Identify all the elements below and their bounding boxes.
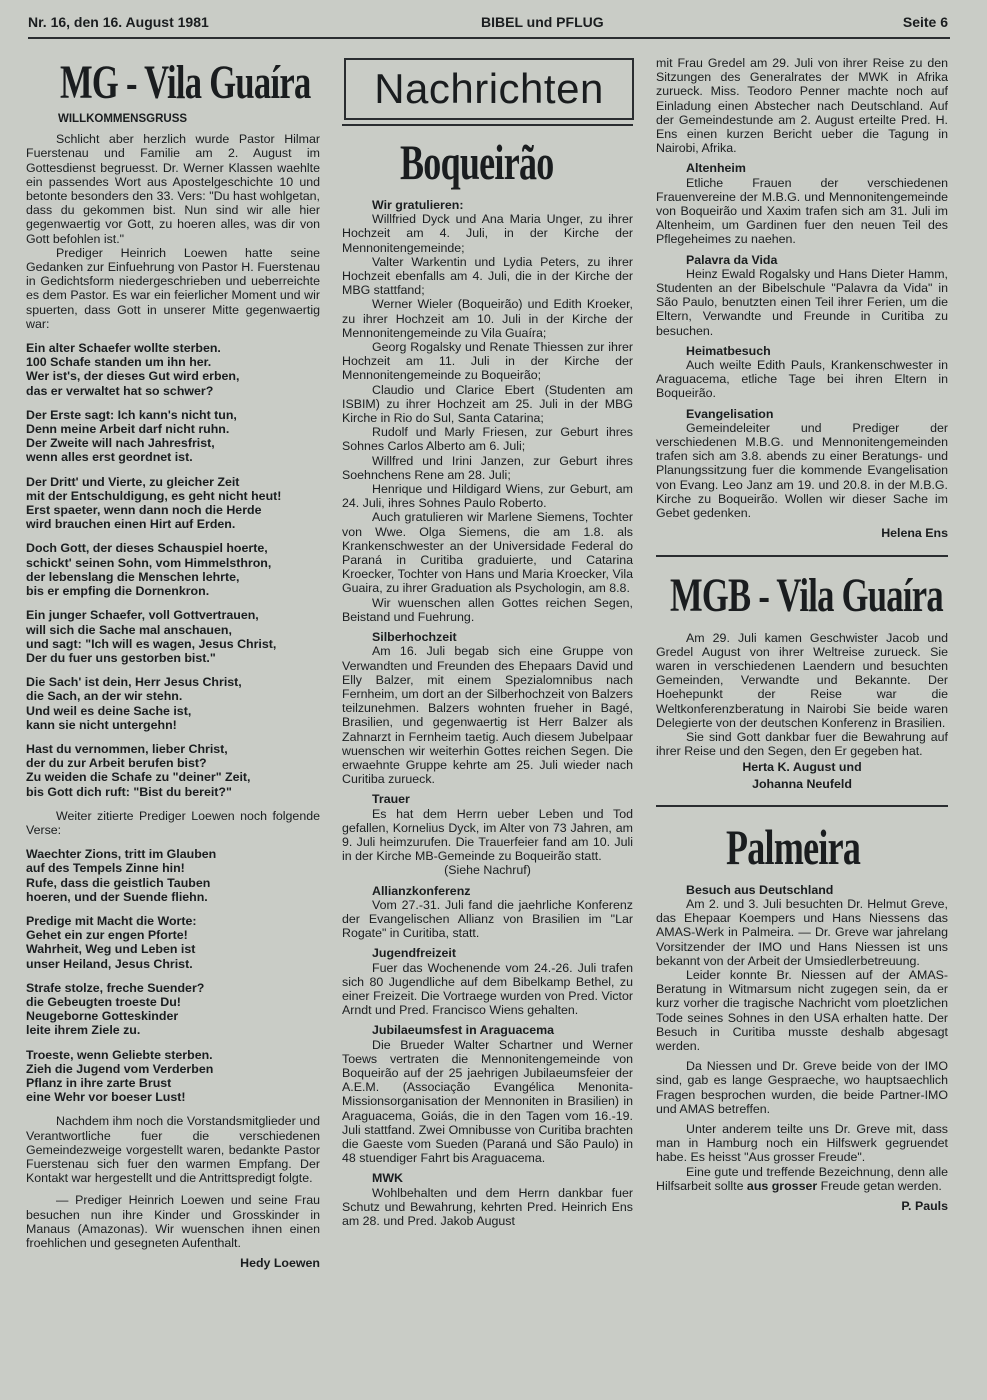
paragraph-closing	[656, 1165, 948, 1193]
list-item: Auch gratulieren wir Marlene Siemens, Tochter von Wwe. Olga Siemens, die am 1.8. als Krankenschwester an der Universidade Federal do Paraná in Curitiba graduierte, und Catarina Kroecker, Tochter von Hans und Maria Kroecker, Vila Guaira, zu ihrer Graduation als Psychologin, am 8.8.	[342, 510, 633, 596]
signature-p-pauls: P. Pauls	[901, 1199, 948, 1213]
poem-line: Hast du vernommen, lieber Christ,	[26, 741, 228, 756]
poem-line: und sagt: "Ich will es wagen, Jesus Christ,	[26, 636, 277, 651]
column-1	[26, 58, 320, 1270]
section-heading: Besuch aus Deutschland	[686, 882, 834, 897]
poem-line: Ein alter Schaefer wollte sterben.	[26, 341, 221, 356]
poem-line: der lebenslang die Menschen lehrte,	[26, 569, 240, 584]
paragraph: Gemeindeleiter und Prediger der verschiedenen M.B.G. und Mennonitengemeinden trafen sich am 3.8. abends zu einer Beratungs- und Planungssitzung fuer die kommende Evangelisation von Evang. Leo Janz am 19. und 20.8. in der M.B.G. Kirche zu Boqueirão. Wollen wir dieser Sache im Gebet gedenken.	[656, 420, 948, 521]
paragraph: Weiter zitierte Prediger Loewen noch folgende Verse:	[26, 808, 320, 837]
section-heading: Allianzkonferenz	[372, 883, 471, 898]
text-span: Eine gute und treffende Bezeichnung, denn alle Hilfsarbeit sollte	[656, 1164, 948, 1193]
paragraph: Nachdem ihm noch die Vorstandsmitglieder und Verantwortliche fuer die verschiedenen Gemeindezweige vorgestellt waren, bedankte Pastor Fuerstenau sich fuer den warmen Empfang. Der Kontakt war hergestellt und die Antrittspredigt folgte.	[26, 1114, 320, 1186]
paragraph: Es hat dem Herrn ueber Leben und Tod gefallen, Kornelius Dyck, im Alter von 73 Jahren, am 9. Juli heimzurufen. Die Trauerfeier fand am 10. Juli in der Kirche MB-Gemeinde zu Boqueirão statt.	[342, 806, 633, 864]
poem-line: Zu weiden die Schafe zu "deiner" Zeit,	[26, 770, 251, 785]
page-header	[28, 14, 948, 38]
poem-line: Troeste, wenn Geliebte sterben.	[26, 1047, 213, 1062]
poem-line: Die Sach' ist dein, Herr Jesus Christ,	[26, 675, 242, 690]
list-item: Henrique und Hildigard Wiens, zur Geburt, am 24. Juli, ihres Sohnes Paulo Roberto.	[342, 482, 633, 511]
paragraph: Fuer das Wochenende vom 24.-26. Juli trafen sich 80 Jugendliche auf dem Bibelkamp Bethel, zu einer Freizeit. Die Vortraege wurden von Pred. Victor Arndt und Pred. Francisco Wiens gehalten.	[342, 960, 633, 1018]
congratulations-list	[342, 212, 633, 624]
paragraph: Schlicht aber herzlich wurde Pastor Hilmar Fuerstenau und Familie am 2. August im Gottesdienst begruesst. Dr. Werner Klassen waehlte ein passendes Wort aus Apostelgeschichte 10 und betonte besonders den 33. Vers: "Du hast wohlgetan, dass du gekommen bist. Nun sind wir alle hier gegenwaertig vor Gott, zu hoeren alles, was dir von Gott befohlen ist."	[26, 132, 320, 246]
paragraph: Da Niessen und Dr. Greve beide von der IMO sind, gab es lange Gespraeche, wo hauptsaechlich Fragen besprochen wurden, die beide Partner-IMO und AMAS betreffen.	[656, 1059, 948, 1116]
paragraph: Vom 27.-31. Juli fand die jaehrliche Konferenz der Evangelischen Allianz von Brasilien im "Lar Rogate" in Curitiba, statt.	[342, 897, 633, 941]
paragraph: Auch weilte Edith Pauls, Krankenschwester in Araguacema, etliche Tage bei ihren Eltern in Boqueirão.	[656, 358, 948, 401]
poem-line: wird brauchen einen Hirt auf Erden.	[26, 517, 236, 532]
paragraph: Wohlbehalten und dem Herrn dankbar fuer Schutz und Bewahrung, kehrten Pred. Heinrich Ens am 28. und Pred. Jakob August	[342, 1185, 633, 1229]
paragraph: Am 2. und 3. Juli besuchten Dr. Helmut Greve, das Ehepaar Koempers und Hans Niessens das AMAS-Werk in Palmeira. — Dr. Greve war jahrelang Vorsitzender der IMO und Hans Niessen ist uns bekannt von der Arbeit der Umsiedlerbetreuung.	[656, 896, 948, 968]
signature-herta-august: Herta K. August und	[742, 760, 862, 775]
poem-line: 100 Schafe standen um ihn her.	[26, 355, 212, 370]
signature-johanna-neufeld: Johanna Neufeld	[752, 776, 852, 791]
poem-line: Denn meine Arbeit darf nicht ruhn.	[26, 422, 230, 437]
section-heading: MWK	[372, 1171, 403, 1186]
article-title-mgb-vila-guaira: MGB - Vila Guaíra	[670, 568, 943, 622]
paragraph-note: (Siehe Nachruf)	[444, 863, 531, 878]
poem-line: bis Gott dich ruft: "Bist du bereit?"	[26, 784, 232, 799]
poem-stanza	[26, 847, 320, 904]
poem-line: Ein junger Schaefer, voll Gottvertrauen,	[26, 608, 259, 623]
poem-stanza	[26, 341, 320, 398]
paragraph: Etliche Frauen der verschiedenen Frauenvereine der M.B.G. und Mennonitengemeinde von Boqueirão und Xaxim trafen sich am 31. Juli im Altenheim, um Gardinen fuer den neuen Teil des Pflegeheimes zu naehen.	[656, 175, 948, 247]
poem-line: Neugeborne Gotteskinder	[26, 1009, 179, 1024]
page-number: Seite 6	[902, 14, 948, 30]
poem-stanza	[26, 675, 320, 732]
column-2	[342, 58, 633, 1228]
list-item: Georg Rogalsky und Renate Thiessen zur ihrer Hochzeit am 11. Juli in der Kirche der Mennonitengemeinde zu Boqueirão;	[342, 340, 633, 383]
poem-line: Der Zweite will nach Jahresfrist,	[26, 436, 215, 451]
poem-stanza	[26, 981, 320, 1038]
section-heading: Jubilaeumsfest in Araguacema	[372, 1023, 555, 1038]
list-item: Claudio und Clarice Ebert (Studenten am ISBIM) zu ihrer Hochzeit am 25. Juli in der MBG Kirche in Rio do Sul, Santa Catarina;	[342, 382, 633, 426]
section-heading: Trauer	[372, 792, 410, 807]
paragraph: Die Brueder Walter Schartner und Werner Toews vertraten die Mennonitengemeinde von Boqueirão auf der 25 jaehrigen Jubilaeumsfeier der A.E.M. (Associação Evangélica Menonita-Missionsorganisation der Mennoniten in Brasilien) in Araguacema, Goiás, die in den Tagen vom 16.-19. Juli stattfand. Zwei Omnibusse von Curitiba brachten die Gaeste vom Sueden (Paraná und São Paulo) in 48 stuendiger Fahrt bis Araguacema.	[342, 1037, 633, 1166]
poem-stanza	[26, 914, 320, 971]
poem-stanza	[26, 608, 320, 665]
poem-line: wenn alles erst geordnet ist.	[26, 450, 193, 465]
paragraph: Sie sind Gott dankbar fuer die Bewahrung auf ihrer Reise und den Segen, den Er gegeben hat.	[656, 729, 948, 759]
poem-line: kann sie nicht untergehn!	[26, 717, 177, 732]
poem-stanza	[26, 1048, 320, 1105]
poem-line: mit der Entschuldigung, es geht nicht heut!	[26, 488, 282, 503]
section-heading: Evangelisation	[686, 406, 774, 421]
signature-helena-ens: Helena Ens	[881, 526, 948, 541]
list-item: Valter Warkentin und Lydia Peters, zu ihrer Hochzeit ebenfalls am 4. Juli, die in der Kirche der MBG stattfand;	[342, 254, 633, 298]
paragraph: Am 16. Juli begab sich eine Gruppe von Verwandten und Freunden des Ehepaars David und Elly Balzer, mit einem Spezialomnibus nach Fernheim, um dort an der Silberhochzeit von Balzers teilzunehmen. Balzers wohnten frueher in Bagé, Brasilien, und gegenwaertig ist Herr Balzer als Zahnarzt in Fernheim taetig. Auch diesem Jubelpaar wuenschen wir weiterhin Gottes reichen Segen. Die erwaehnte Gruppe kehrte am 25. Juli wieder nach Curitiba zurueck.	[342, 644, 633, 787]
poem-stanza	[26, 541, 320, 598]
section-heading: Palavra da Vida	[686, 252, 778, 267]
poem-line: Zieh die Jugend vom Verderben	[26, 1061, 214, 1076]
article-title-boqueirao: Boqueirão	[400, 134, 554, 190]
poem-line: Wer ist's, der dieses Gut wird erben,	[26, 369, 240, 384]
poem-line: Und weil es deine Sache ist,	[26, 703, 192, 718]
poem-line: die Sach, an der wir stehn.	[26, 689, 183, 704]
poem-stanza	[26, 742, 320, 799]
article-subtitle: WILLKOMMENSGRUSS	[58, 113, 188, 125]
paragraph: Heinz Ewald Rogalsky und Hans Dieter Hamm, Studenten an der Bibelschule "Palavra da Vida" in São Paulo, benutzten einen Teil ihrer Ferien, um die Eltern, Verwandte und Freunde in Curitiba zu besuchen.	[656, 266, 948, 338]
poem-line: Rufe, dass die geistlich Tauben	[26, 875, 211, 890]
poem-stanza	[26, 408, 320, 465]
section-separator	[656, 805, 948, 807]
poem-line: Erst spaeter, wenn dann noch die Herde	[26, 503, 262, 518]
poem-line: Der du fuer uns gestorben bist."	[26, 650, 216, 665]
poem-stanza	[26, 475, 320, 532]
poem-line: Der Erste sagt: Ich kann's nicht tun,	[26, 407, 237, 422]
list-item: Willfred und Irini Janzen, zur Geburt ihres Soehnchens Rene am 28. Juli;	[342, 453, 633, 482]
text-span-bold: aus grosser	[746, 1178, 818, 1193]
poem-line: hoeren, und der Suende fliehn.	[26, 889, 208, 904]
poem-line: die Gebeugten troeste Du!	[26, 994, 181, 1009]
nachrichten-rule	[342, 124, 633, 126]
paragraph: Unter anderem teilte uns Dr. Greve mit, dass man in Hamburg noch ein Hilfswerk gegruendet habe. Es heisst "Aus grosser Freude".	[656, 1121, 948, 1165]
poem-one	[26, 341, 320, 799]
section-heading: Heimatbesuch	[686, 343, 771, 358]
poem-line: Waechter Zions, tritt im Glauben	[26, 847, 217, 862]
poem-line: Gehet ein zur engen Pforte!	[26, 928, 188, 943]
poem-line: Strafe stolze, freche Suender?	[26, 980, 205, 995]
section-heading: Silberhochzeit	[372, 630, 457, 645]
poem-line: eine Wehr vor boeser Lust!	[26, 1090, 186, 1105]
poem-line: das er verwaltet hat so schwer?	[26, 383, 214, 398]
list-item: Willfried Dyck und Ana Maria Unger, zu ihrer Hochzeit am 4. Juli, in der Kirche der Mennonitengemeinde;	[342, 212, 633, 255]
section-heading: Altenheim	[686, 161, 746, 176]
paragraph: — Prediger Heinrich Loewen und seine Frau besuchen nun ihre Kinder und Grosskinder in Manaus (Amazonas). Wir wuenschen ihnen einen froehlichen und gesegneten Aufenthalt.	[26, 1193, 320, 1251]
poem-line: Wahrheit, Weg und Leben ist	[26, 942, 196, 957]
poem-line: schickt' seinen Sohn, vom Himmelsthron,	[26, 555, 272, 570]
nachrichten-box-title: Nachrichten	[344, 58, 634, 120]
poem-line: will sich die Sache mal anschauen,	[26, 622, 232, 637]
poem-line: leite ihrem Ziele zu.	[26, 1023, 141, 1038]
list-item: Werner Wieler (Boqueirão) und Edith Kroeker, zu ihrer Hochzeit am 10. Juli in der Kirche der Mennonitengemeinde zu Vila Guaíra;	[342, 297, 633, 340]
poem-line: Predige mit Macht die Worte:	[26, 913, 197, 928]
paragraph: Am 29. Juli kamen Geschwister Jacob und Gredel August von ihrer Weltreise zurueck. Sie waren in verschiedenen Laendern und besuchten Gemeinden, Verwandte und Bekannte. Der Hoehepunkt der Reise war die Weltkonferenzberatung in Nairobi Sie beide waren Delegierte von der deutschen Konferenz in Brasilien.	[656, 630, 948, 730]
header-rule	[28, 37, 950, 39]
poem-line: auf des Tempels Zinne hin!	[26, 861, 185, 876]
poem-line: der du zur Arbeit berufen bist?	[26, 756, 207, 771]
paragraph: Leider konnte Br. Niessen auf der AMAS-Beratung in Witmarsum nicht zugegen sein, da er kurz vorher die tragische Nachricht vom ploetzlichen Tode seines Sohnes in den USA erhalten hatte. Der Besuch in Curitiba musste deshalb abgesagt werden.	[656, 967, 948, 1053]
list-item: Rudolf und Marly Friesen, zur Geburt ihres Sohnes Carlos Alberto am 6. Juli;	[342, 425, 633, 454]
article-title-palmeira: Palmeira	[726, 818, 861, 875]
poem-line: unser Heiland, Jesus Christ.	[26, 956, 193, 971]
list-item: Wir wuenschen allen Gottes reichen Segen, Beistand und Fuehrung.	[342, 595, 633, 624]
poem-two	[26, 847, 320, 1104]
column-3	[656, 56, 948, 1213]
issue-date: Nr. 16, den 16. August 1981	[28, 14, 209, 30]
article-title-mg-vila-guaira: MG - Vila Guaíra	[60, 56, 311, 109]
poem-line: Doch Gott, der dieses Schauspiel hoerte,	[26, 541, 268, 556]
signature-hedy-loewen: Hedy Loewen	[240, 1256, 320, 1271]
poem-line: bis er empfing die Dornenkron.	[26, 584, 210, 599]
poem-line: Der Dritt' und Vierte, zu gleicher Zeit	[26, 474, 240, 489]
poem-line: Pflanz in ihre zarte Brust	[26, 1075, 172, 1090]
section-heading: Wir gratulieren:	[372, 198, 464, 212]
paragraph: mit Frau Gredel am 29. Juli von ihrer Reise zu den Sitzungen des Generalrates der MWK in Afrika zurueck. Miss. Teodoro Penner machte noch auf Einladung einen Abstecher nach Deutschland. Auf der Gemeindestunde am 2. August erteilte Pred. H. Ens einen kurzen Bericht ueber die Tagung in Nairobi, Afrika.	[656, 56, 948, 156]
paragraph: Prediger Heinrich Loewen hatte seine Gedanken zur Einfuehrung von Pastor H. Fuerstenau in Gedichtsform niedergeschrieben und ueberreichte es dem Pastor. Es war ein feierlicher Moment und wir spuerten, dass Gott in unserer Mitte gegenwaertig war:	[26, 245, 320, 331]
text-span: Freude getan werden.	[820, 1178, 942, 1193]
section-separator	[656, 555, 948, 557]
newspaper-name: BIBEL und PFLUG	[481, 14, 604, 30]
section-heading: Jugendfreizeit	[372, 946, 456, 961]
